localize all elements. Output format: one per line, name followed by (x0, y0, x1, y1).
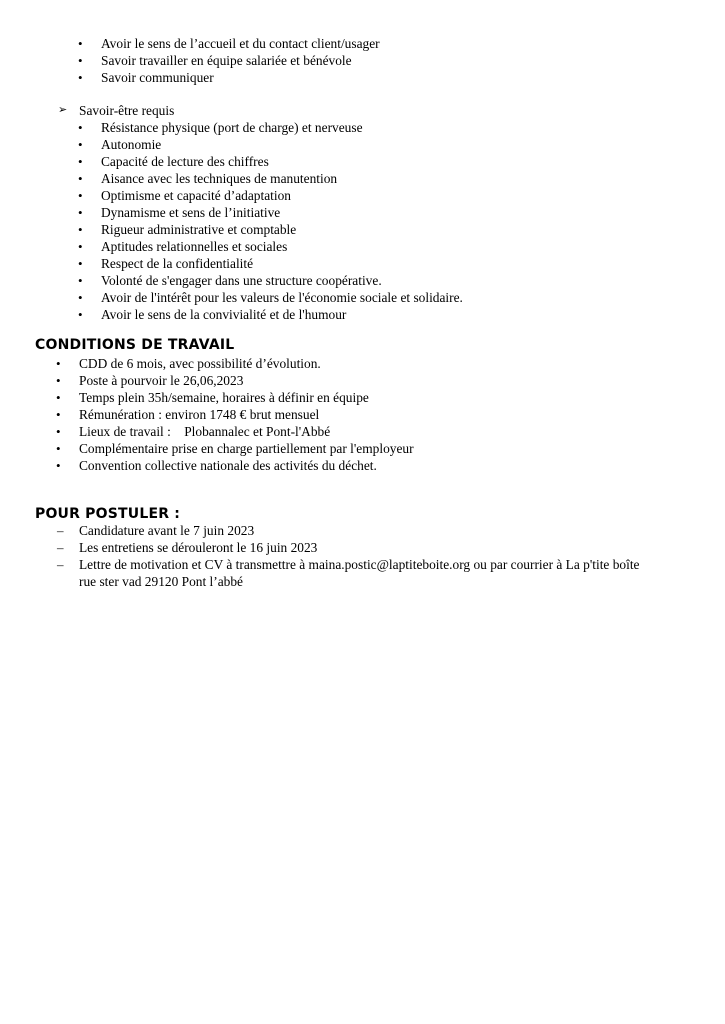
list-item: Avoir le sens de la convivialité et de l'humour (101, 307, 347, 322)
bullet-icon: • (78, 256, 83, 271)
list-item: Aptitudes relationnelles et sociales (101, 239, 288, 254)
list-item: CDD de 6 mois, avec possibilité d’évolution. (79, 356, 321, 371)
section-heading: CONDITIONS DE TRAVAIL (35, 337, 235, 353)
bullet-icon: • (56, 373, 61, 388)
bullet-icon: • (56, 356, 61, 371)
bullet-icon: • (78, 307, 83, 322)
list-item: Optimisme et capacité d’adaptation (101, 188, 291, 203)
list-item: Avoir de l'intérêt pour les valeurs de l'économie sociale et solidaire. (101, 290, 463, 305)
list-item: Convention collective nationale des activités du déchet. (79, 458, 377, 473)
list-item: Avoir le sens de l’accueil et du contact client/usager (101, 36, 380, 51)
bullet-icon: • (78, 273, 83, 288)
dash-bullet-icon: – (57, 557, 64, 572)
bullet-icon: • (78, 137, 83, 152)
list-item: Capacité de lecture des chiffres (101, 154, 269, 169)
list-item: Candidature avant le 7 juin 2023 (79, 523, 255, 538)
list-item-line2: rue ster vad 29120 Pont l’abbé (79, 574, 243, 589)
list-item: Rémunération : environ 1748 € brut mensuel (79, 407, 320, 422)
list-item: Complémentaire prise en charge partiellement par l'employeur (79, 441, 414, 456)
list-item: Lieux de travail : Plobannalec et Pont-l'Abbé (79, 424, 331, 439)
list-item: Respect de la confidentialité (101, 256, 254, 271)
bullet-icon: • (78, 154, 83, 169)
bullet-icon: • (78, 70, 83, 85)
list-item: Volonté de s'engager dans une structure coopérative. (101, 273, 382, 288)
bullet-icon: • (56, 458, 61, 473)
bullet-icon: • (78, 53, 83, 68)
bullet-icon: • (78, 171, 83, 186)
section-label: Savoir-être requis (79, 103, 175, 118)
bullet-icon: • (56, 441, 61, 456)
list-item: Résistance physique (port de charge) et nerveuse (101, 120, 363, 135)
bullet-icon: • (56, 407, 61, 422)
list-item: Temps plein 35h/semaine, horaires à définir en équipe (79, 390, 369, 405)
dash-bullet-icon: – (57, 540, 64, 555)
list-item: Poste à pourvoir le 26,06,2023 (79, 373, 244, 388)
list-item: Les entretiens se dérouleront le 16 juin 2023 (79, 540, 318, 555)
bullet-icon: • (78, 36, 83, 51)
arrow-bullet-icon: ➢ (58, 104, 68, 116)
bullet-icon: • (56, 390, 61, 405)
section-heading: POUR POSTULER : (35, 506, 181, 522)
list-item: Aisance avec les techniques de manutention (101, 171, 338, 186)
bullet-icon: • (78, 205, 83, 220)
bullet-icon: • (78, 188, 83, 203)
list-item: Savoir travailler en équipe salariée et bénévole (101, 53, 352, 68)
list-item: Savoir communiquer (101, 70, 214, 85)
list-item: Dynamisme et sens de l’initiative (101, 205, 281, 220)
bullet-icon: • (78, 222, 83, 237)
list-item: Autonomie (101, 137, 162, 152)
bullet-icon: • (56, 424, 61, 439)
bullet-icon: • (78, 290, 83, 305)
bullet-icon: • (78, 120, 83, 135)
list-item: Rigueur administrative et comptable (101, 222, 297, 237)
list-item-line1: Lettre de motivation et CV à transmettre à maina.postic@laptiteboite.org ou par courrier à La p'tite boîte (79, 557, 640, 572)
dash-bullet-icon: – (57, 523, 64, 538)
bullet-icon: • (78, 239, 83, 254)
